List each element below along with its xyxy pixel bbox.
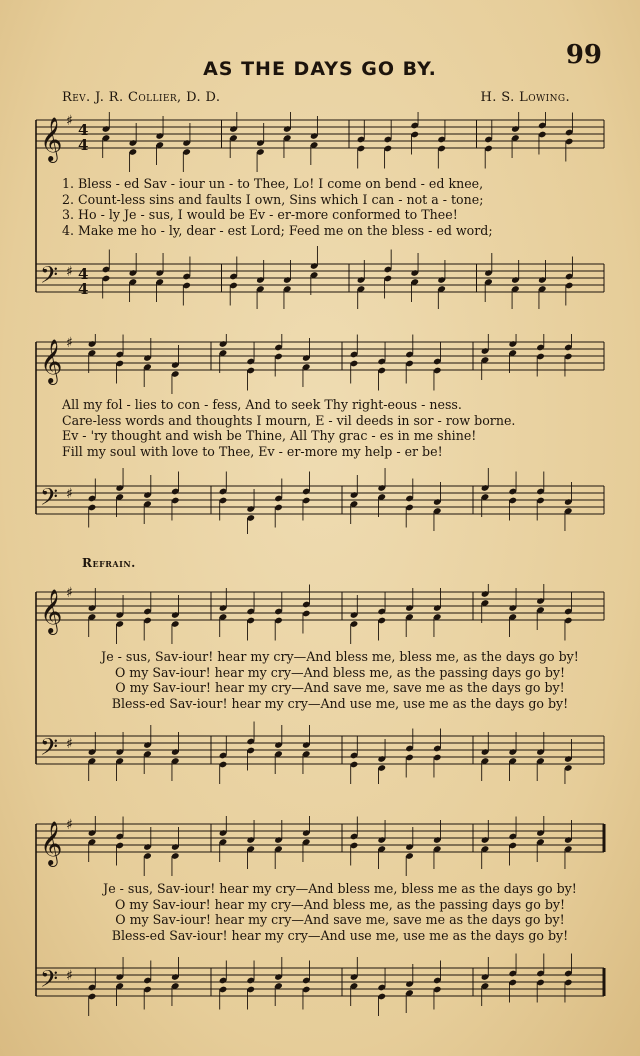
time-signature-top: 4 [78, 265, 89, 283]
lyric-line: Fill my soul with love to Thee, Ev - er-more my help - er be! [62, 443, 443, 459]
sharp-icon: ♯ [66, 264, 73, 280]
lyric-line: 3. Ho - ly Je - sus, I would be Ev - er-more conformed to Thee! [62, 207, 458, 222]
sharp-icon: ♯ [66, 486, 73, 502]
bass-clef-icon: 𝄢 [40, 733, 59, 766]
lyric-line: O my Sav-iour! hear my cry—And save me, save me as the days go by! [115, 912, 565, 927]
lyric-line: Je - sus, Sav-iour! hear my cry—And bless me, bless me as the days go by! [103, 881, 577, 896]
lyric-line: O my Sav-iour! hear my cry—And save me, save me as the days go by! [115, 680, 565, 695]
bass-clef-icon: 𝄢 [40, 261, 59, 294]
lyric-line: Care-less words and thoughts I mourn, E - vil deeds in sor - row borne. [62, 412, 516, 428]
sharp-icon: ♯ [66, 968, 73, 984]
lyric-line: O my Sav-iour! hear my cry—And bless me, as the passing days go by! [114, 896, 566, 912]
lyric-line: O my Sav-iour! hear my cry—And bless me, as the passing days go by! [114, 664, 566, 680]
bass-clef-icon: 𝄢 [40, 965, 59, 998]
time-signature-bottom: 4 [78, 280, 89, 298]
sharp-icon: ♯ [66, 335, 73, 351]
lyrics-system-3 [60, 649, 620, 711]
sharp-icon: ♯ [66, 585, 73, 601]
treble-clef-icon: 𝄞 [40, 821, 63, 865]
time-signature-top: 4 [78, 121, 89, 139]
lyrics-system-1 [62, 176, 602, 238]
lyric-line: Ev - 'ry thought and wish be Thine, All Thy grac - es in me shine! [62, 428, 477, 443]
treble-clef-icon: 𝄞 [40, 589, 63, 633]
lyric-line: Je - sus, Sav-iour! hear my cry—And bless me, bless me, as the days go by! [101, 649, 579, 664]
lyric-line: 1. Bless - ed Sav - iour un - to Thee, Lo! I come on bend - ed knee, [62, 176, 484, 191]
sharp-icon: ♯ [66, 817, 73, 833]
treble-clef-icon: 𝄞 [40, 117, 63, 161]
bass-clef-icon: 𝄢 [40, 483, 59, 516]
composer-credit: H. S. Lowing. [480, 90, 570, 105]
sharp-icon: ♯ [66, 113, 73, 129]
lyrics-system-4 [60, 881, 620, 943]
lyricist-credit: Rev. J. R. Collier, D. D. [62, 90, 221, 105]
lyric-line: Bless-ed Sav-iour! hear my cry—And use me, use me as the days go by! [111, 695, 569, 711]
lyrics-system-2 [62, 397, 602, 459]
sharp-icon: ♯ [66, 736, 73, 752]
lyric-line: All my fol - lies to con - fess, And to seek Thy right-eous - ness. [62, 397, 462, 412]
time-signature-bottom: 4 [78, 136, 89, 154]
treble-clef-icon: 𝄞 [40, 339, 63, 383]
lyric-line: 2. Count-less sins and faults I own, Sins which I can - not a - tone; [62, 191, 484, 207]
refrain-label: Refrain. [82, 556, 136, 570]
page-number: 99 [565, 40, 602, 70]
lyric-line: Bless-ed Sav-iour! hear my cry—And use me, use me as the days go by! [111, 927, 569, 943]
lyric-line: 4. Make me ho - ly, dear - est Lord; Feed me on the bless - ed word; [62, 222, 493, 238]
hymn-title: AS THE DAYS GO BY. [203, 58, 437, 80]
